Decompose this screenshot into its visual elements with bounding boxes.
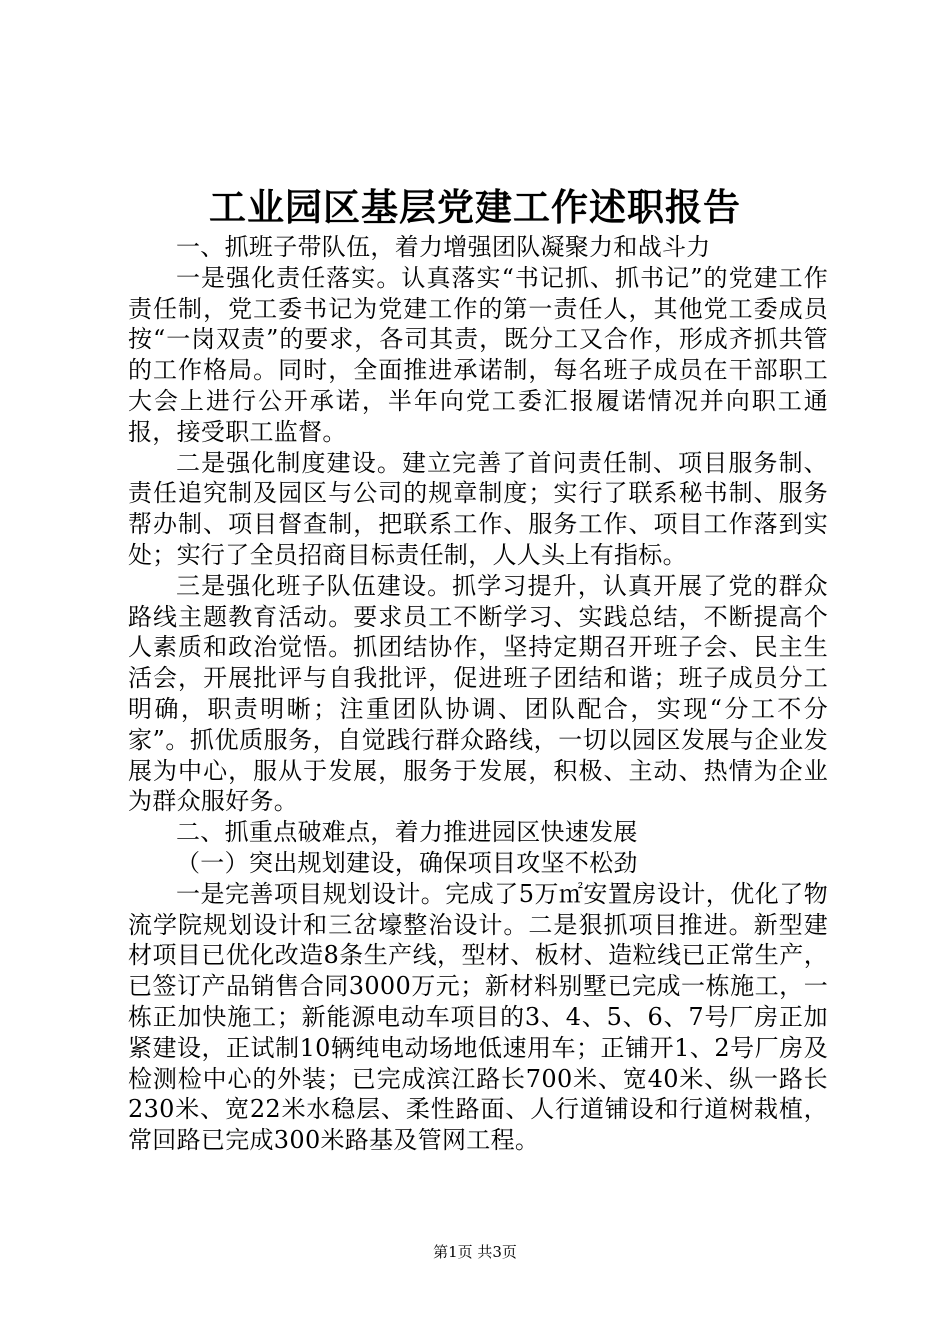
subsection-heading-1: （一）突出规划建设，确保项目攻坚不松劲 xyxy=(176,848,638,877)
document-body xyxy=(128,232,828,1156)
section-heading-2: 二、抓重点破难点，着力推进园区快速发展 xyxy=(176,818,638,847)
paragraph-team-building: 三是强化班子队伍建设。抓学习提升，认真开展了党的群众路线主题教育活动。要求员工不断学习、实践总结，不断提高个人素质和政治觉悟。抓团结协作，坚持定期召开班子会、民主生活会，开展批评与自我批评，促进班子团结和谐；班子成员分工明确，职责明晰；注重团队协调、团队配合，实现“分工不分家”。抓优质服务，自觉践行群众路线，一切以园区发展与企业发展为中心，服从于发展，服务于发展，积极、主动、热情为企业为群众服好务。 xyxy=(128,571,828,816)
paragraph-system-building: 二是强化制度建设。建立完善了首问责任制、项目服务制、责任追究制及园区与公司的规章制度；实行了联系秘书制、服务帮办制、项目督查制，把联系工作、服务工作、项目工作落到实处；实行了全员招商目标责任制，人人头上有指标。 xyxy=(128,448,828,569)
document-title: 工业园区基层党建工作述职报告 xyxy=(209,185,741,229)
section-heading-1: 一、抓班子带队伍，着力增强团队凝聚力和战斗力 xyxy=(176,233,711,261)
paragraph-responsibility: 一是强化责任落实。认真落实“书记抓、抓书记”的党建工作责任制，党工委书记为党建工作的第一责任人，其他党工委成员按“一岗双责”的要求，各司其责，既分工又合作，形成齐抓共管的工作格局。同时，全面推进承诺制，每名班子成员在干部职工大会上进行公开承诺，半年向党工委汇报履诺情况并向职工通报，接受职工监督。 xyxy=(128,263,828,446)
paragraph-project-planning: 一是完善项目规划设计。完成了5万㎡安置房设计，优化了物流学院规划设计和三岔壕整治设计。二是狠抓项目推进。新型建材项目已优化改造8条生产线，型材、板材、造粒线已正常生产，已签订产品销售合同3000万元；新材料别墅已完成一栋施工，一栋正加快施工；新能源电动车项目的3、4、5、6、7号厂房正加紧建设，正试制10辆纯电动场地低速用车；正铺开1、2号厂房及检测检中心的外装；已完成滨江路长700米、宽40米、纵一路长230米、宽22米水稳层、柔性路面、人行道铺设和行道树栽植，常回路已完成300米路基及管网工程。 xyxy=(128,879,828,1155)
page-footer: 第1页 共3页 xyxy=(433,1243,517,1261)
